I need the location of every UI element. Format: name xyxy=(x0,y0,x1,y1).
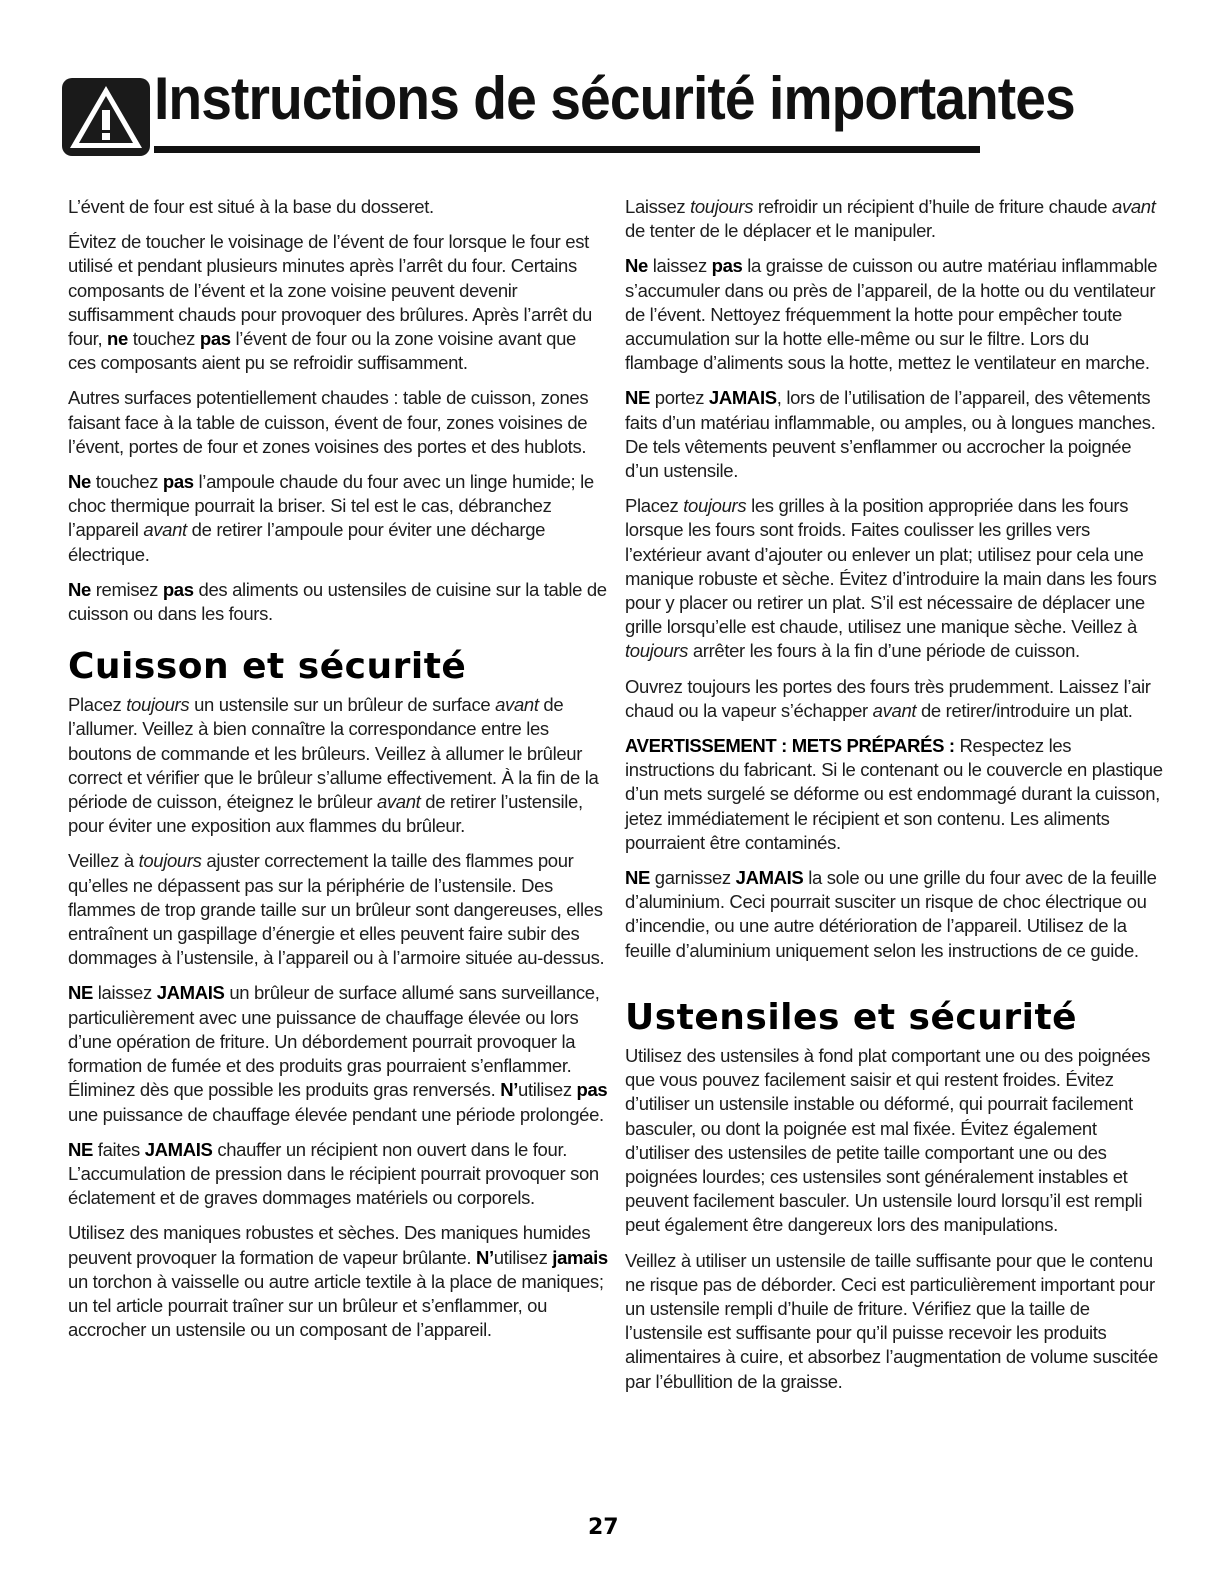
page-header xyxy=(62,60,1075,155)
section-title-ustensiles: Ustensiles et sécurité xyxy=(625,996,1078,1038)
title-underline xyxy=(154,146,980,153)
paragraph: Placez toujours les grilles à la position appropriée dans les fours lorsque les fours sont froids. Faites coulisser les grilles vers l’extérieur avant d’ajouter ou enlever un plat; utilisez pour cela une manique robuste et sèche. Évitez d’introduire la main dans les fours pour y placer ou retirer un plat. S’il est nécessaire de déplacer une grille lorsqu’elle est chaude, utilisez une manique sèche. Veillez à toujours arrêter les fours à la fin d’une période de cuisson. xyxy=(625,495,1157,662)
paragraph: Utilisez des maniques robustes et sèches. Des maniques humides peuvent provoquer la formation de vapeur brûlante. N’utilisez jamais un torchon à vaisselle ou autre article textile à la place de maniques; un tel article pourrait traîner sur un brûleur et s’enflammer, ou accrocher un ustensile ou un composant de l’appareil. xyxy=(68,1222,608,1341)
section-title-cuisson: Cuisson et sécurité xyxy=(68,646,467,688)
left-column xyxy=(68,195,608,1353)
right-column xyxy=(625,195,1165,1405)
paragraph: L’évent de four est situé à la base du dosseret. xyxy=(68,196,434,217)
paragraph: Ouvrez toujours les portes des fours très prudemment. Laissez l’air chaud ou la vapeur s’échapper avant de retirer/introduire un plat. xyxy=(625,675,1151,721)
paragraph: Ne remisez pas des aliments ou ustensiles de cuisine sur la table de cuisson ou dans les fours. xyxy=(68,578,607,625)
paragraph: Veillez à toujours ajuster correctement la taille des flammes pour qu’elles ne dépassent pas sur la périphérie de l’ustensile. Des flammes de trop grande taille sur un brûleur sont dangereuses, elles entraînent un gaspillage d’énergie et elles peuvent faire subir des dommages à l’ustensile, à l’appareil ou à l’armoire située au-dessus. xyxy=(68,850,605,969)
paragraph: Veillez à utiliser un ustensile de taille suffisante pour que le contenu ne risque pas de déborder. Ceci est particulièrement important pour un ustensile rempli d’huile de friture. Vérifiez que la taille de l’ustensile est suffisante pour qu’il puisse recevoir les produits alimentaires à cuire, et absorbez l’augmentation de volume suscitée par l’ébullition de la graisse. xyxy=(625,1249,1158,1392)
paragraph: NE laissez JAMAIS un brûleur de surface allumé sans surveillance, particulièrement avec une puissance de chauffage élevée ou lors d’une opération de friture. Un débordement pourrait provoquer la formation de fumée et des produits gras pourraient s’enflammer. Éliminez dès que possible les produits gras renversés. N’utilisez pas une puissance de chauffage élevée pendant une période prolongée. xyxy=(68,982,608,1125)
paragraph: Évitez de toucher le voisinage de l’évent de four lorsque le four est utilisé et pendant plusieurs minutes après l’arrêt du four. Certains composants de l’évent et la zone voisine peuvent devenir suffisamment chauds pour provoquer des brûlures. Après l’arrêt du four, ne touchez pas l’évent de four ou la zone voisine avant que ces composants aient pu se refroidir suffisamment. xyxy=(68,231,592,374)
page-number: 27 xyxy=(588,1515,619,1540)
paragraph: NE garnissez JAMAIS la sole ou une grille du four avec de la feuille d’aluminium. Ceci pourrait susciter un risque de choc électrique ou d’incendie, ou une autre détérioration de l’appareil. Utilisez de la feuille d’aluminium uniquement selon les instructions de ce guide. xyxy=(625,867,1157,961)
paragraph: Ne laissez pas la graisse de cuisson ou autre matériau inflammable s’accumuler dans ou près de l’appareil, de la hotte ou du ventilateur de l’évent. Nettoyez fréquemment la hotte pour empêcher toute accumulation sur la hotte elle-même ou sur le filtre. Lors du flambage d’aliments sous la hotte, mettez le ventilateur en marche. xyxy=(625,255,1158,374)
page-title: Instructions de sécurité importantes xyxy=(154,65,1075,132)
paragraph: Placez toujours un ustensile sur un brûleur de surface avant de l’allumer. Veillez à bien connaître la correspondance entre les boutons de commande et les brûleurs. Veillez à allumer le brûleur correct et vérifier que le brûleur s’allume effectivement. À la fin de la période de cuisson, éteignez le brûleur avant de retirer l’ustensile, pour éviter une exposition aux flammes du brûleur. xyxy=(68,694,599,837)
paragraph: Laissez toujours refroidir un récipient d’huile de friture chaude avant de tenter de le déplacer et le manipuler. xyxy=(625,196,1156,242)
paragraph: Ne touchez pas l’ampoule chaude du four avec un linge humide; le choc thermique pourrait la briser. Si tel est le cas, débranchez l’appareil avant de retirer l’ampoule pour éviter une décharge électrique. xyxy=(68,471,594,565)
paragraph: AVERTISSEMENT : METS PRÉPARÉS : Respectez les instructions du fabricant. Si le contenant ou le couvercle en plastique d’un mets surgelé se déforme ou est endommagé durant la cuisson, jetez immédiatement le récipient et son contenu. Les aliments pourraient être contaminés. xyxy=(625,735,1163,853)
paragraph: NE portez JAMAIS, lors de l’utilisation de l’appareil, des vêtements faits d’un matériau inflammable, ou amples, ou à longues manches. De tels vêtements peuvent s’enflammer ou accrocher la poignée d’un ustensile. xyxy=(625,387,1156,482)
warning-triangle-icon xyxy=(62,78,150,156)
paragraph: Utilisez des ustensiles à fond plat comportant une ou des poignées que vous pouvez facilement saisir et qui restent froides. Évitez d’utiliser un ustensile instable ou déformé, qui pourrait facilement basculer, ou dont la poignée est mal fixée. Évitez également d’utiliser des ustensiles de petite taille comportant une ou des poignées lourdes; ces ustensiles sont généralement instables et peuvent facilement basculer. Un ustensile lourd lorsqu’il est rempli peut également être dangereux lors des manipulations. xyxy=(625,1044,1151,1236)
paragraph: Autres surfaces potentiellement chaudes : table de cuisson, zones faisant face à la table de cuisson, évent de four, zones voisines de l’évent, portes de four et zones voisines des portes et des hublots. xyxy=(68,387,589,457)
paragraph: NE faites JAMAIS chauffer un récipient non ouvert dans le four. L’accumulation de pression dans le récipient pourrait provoquer son éclatement et de graves dommages matériels ou corporels. xyxy=(68,1138,599,1209)
